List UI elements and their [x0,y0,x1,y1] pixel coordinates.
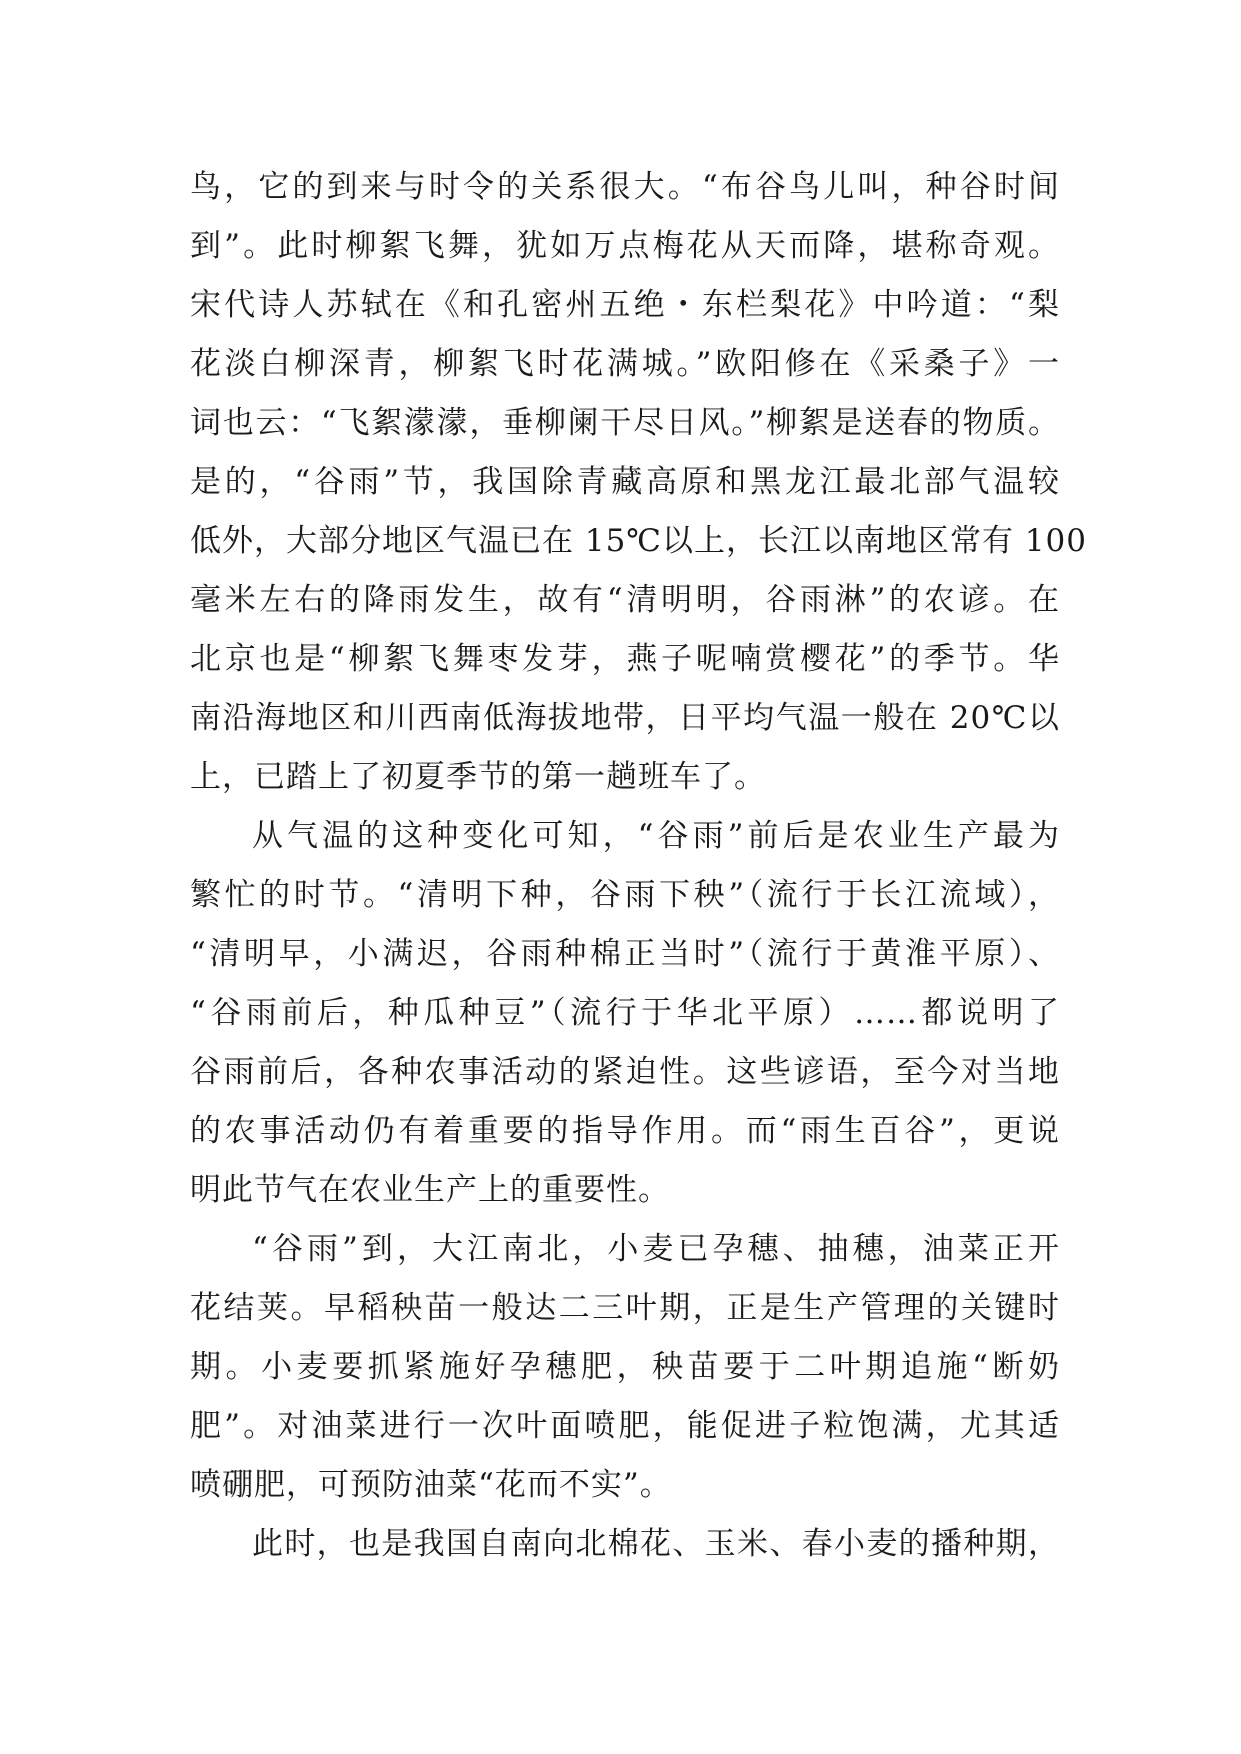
text-line: 花结荚。早稻秧苗一般达二三叶期，正是生产管理的关键时 [190,1290,1060,1326]
text-line: 喷硼肥，可预防油菜“花而不实”。 [190,1467,672,1503]
text-line: “清明早，小满迟，谷雨种棉正当时”（流行于黄淮平原）、 [190,936,1060,972]
text-line: “谷雨”到，大江南北，小麦已孕穗、抽穗，油菜正开 [252,1231,1060,1267]
text-line: 到”。此时柳絮飞舞，犹如万点梅花从天而降，堪称奇观。 [190,228,1060,264]
text-line: 明此节气在农业生产上的重要性。 [190,1172,670,1208]
text-line: 肥”。对油菜进行一次叶面喷肥，能促进子粒饱满，尤其适 [190,1408,1060,1444]
text-line: 低外，大部分地区气温已在 15℃以上，长江以南地区常有 100 [190,523,1087,559]
text-line: 的农事活动仍有着重要的指导作用。而“雨生百谷”，更说 [190,1113,1060,1149]
text-line: 期。小麦要抓紧施好孕穗肥，秧苗要于二叶期追施“断奶 [190,1349,1060,1385]
text-line: 从气温的这种变化可知，“谷雨”前后是农业生产最为 [252,818,1060,854]
text-line: 此时，也是我国自南向北棉花、玉米、春小麦的播种期， [252,1526,1060,1562]
body-text [190,158,1087,1574]
text-line: 毫米左右的降雨发生，故有“清明明，谷雨淋”的农谚。在 [190,582,1060,618]
text-line: 鸟，它的到来与时令的关系很大。“布谷鸟儿叫，种谷时间 [190,169,1060,205]
text-line: 上，已踏上了初夏季节的第一趟班车了。 [190,759,766,795]
text-line: 北京也是“柳絮飞舞枣发芽，燕子呢喃赏樱花”的季节。华 [190,641,1060,677]
text-line: “谷雨前后，种瓜种豆”（流行于华北平原）……都说明了 [190,995,1060,1031]
text-line: 谷雨前后，各种农事活动的紧迫性。这些谚语，至今对当地 [190,1054,1060,1090]
text-line: 花淡白柳深青，柳絮飞时花满城。”欧阳修在《采桑子》一 [190,346,1060,382]
text-line: 宋代诗人苏轼在《和孔密州五绝・东栏梨花》中吟道：“梨 [190,287,1060,323]
text-line: 繁忙的时节。“清明下种，谷雨下秧”（流行于长江流域）， [190,877,1060,913]
text-line: 是的，“谷雨”节，我国除青藏高原和黑龙江最北部气温较 [190,464,1060,500]
text-line: 南沿海地区和川西南低海拔地带，日平均气温一般在 20℃以 [190,700,1060,736]
text-line: 词也云：“飞絮濛濛，垂柳阑干尽日风。”柳絮是送春的物质。 [190,405,1060,441]
